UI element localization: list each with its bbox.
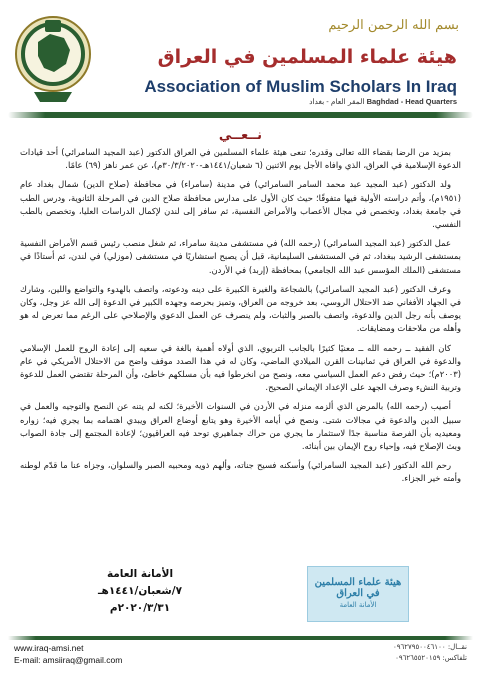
document-title: نــعــي <box>218 128 263 143</box>
organization-name-arabic: هيئة علماء المسلمين في العراق <box>157 46 457 68</box>
signature-block <box>70 566 210 617</box>
body-paragraph: كان الفقيد ــ رحمه الله ــ معنيًا كثيرًا بالجانب التربوي، الذي أولاه أهمية بالغة في سعيه إلى إعادة الروح للعمل الإسلامي والدعوة في العراق في ثمانينات القرن الميلادي الماضي، وكان له في هذا الصدد موقف واضح من الاحتلال الأمريكي في عام (٢٠٠٣م)؛ حيث رفض دعم العمل السياسي معه، ونصح من انخرطوا فيه بأن مسلكهم خاطئ، وأن المرحلة تقتضي العمل للدعوة وتربية النشء وصرف الجهد على الإعداد الإيماني الصحيح. <box>20 342 461 393</box>
header-divider <box>8 112 473 118</box>
footer-divider <box>8 636 473 640</box>
body-paragraph: عمل الدكتور (عبد المجيد السامرائي) (رحمه الله) في مستشفى مدينة سامراء، ثم شغل منصب رئيس قسم الأمراض النفسية بمستشفى الرشيد ببغداد، ثم في المستشفى السليمانية، قبل أن يصبح استشاريًا في مستشفى (موزلي) في لندن، ثم أستاذًا في مستشفى (الملك المؤسس عبد الله الجامعي) بمحافظة (إربد) في الأردن. <box>20 238 461 275</box>
organization-name-english: Association of Muslim Scholars In Iraq <box>144 77 457 96</box>
signature-hijri-date: ٧/شعبان/١٤٤١هـ <box>97 585 183 597</box>
basmala-calligraphy: بسم الله الرحمن الرحيم <box>328 18 459 33</box>
headquarters-line <box>157 97 457 106</box>
body-paragraph: بمزيد من الرضا بقضاء الله تعالى وقدره؛ تنعى هيئة علماء المسلمين في العراق الدكتور (عبد المجيد السامرائي) أحد قيادات الدعوة الإسلامية في العراق، الذي وافاه الأجل يوم الاثنين (٦ شعبان/١٤٤١هـ-٣٠/٣/٢٠٢٠م)، عن عمر ناهز (٦٩) عامًا. <box>20 147 461 171</box>
body-paragraph: أصيب (رحمه الله) بالمرض الذي ألزمه منزله في الأردن في السنوات الأخيرة؛ لكنه لم يتنه عن النصح والتوجيه والعمل في سبيل الدين والدعوة في مجالات شتى. ونصح في أيامه الأخيرة وهو يتابع أوضاع العراق ويبدي اهتمامه بما يجري فيه؛ زواره ومعيديه بأن الفرصة مناسبة جدًا لاستثمار ما يجري من حراك جماهيري توحد فيه العراقيون؛ لإعادة المجتمع إلى جادة الصواب وبث الإصلاح فيه، وإحياء روح الإيمان بين أبنائه. <box>20 401 461 452</box>
body-paragraph: ولد الدكتور (عبد المجيد عبد محمد السامر السامرائي) في مدينة (سامراء) في محافظة (صلاح الدين) شمال بغداد عام (١٩٥١م)، وأتم دراسته الأولية فيها متفوقًا؛ حيث كان الأول على مدارس محافظة صلاح الدين في المرحلة الثانوية، ودرس الطب في جامعة بغداد، وتخصص في مجال الأعصاب والأمراض النفسية، ثم سافر إلى لندن لإكمال الدراسات العليا، وتخصص بالطب النفسي. <box>20 179 461 230</box>
website-link[interactable]: www.iraq-amsi.net <box>14 643 84 653</box>
headquarters-english: Baghdad - Head Quarters <box>366 97 457 106</box>
signature-gregorian-date: ٢٠٢٠/٣/٣١م <box>109 602 171 614</box>
stamp-organization-name: هيئة علماء المسلمين في العراق <box>314 577 402 599</box>
signature-issuer: الأمانة العامة <box>106 568 174 580</box>
telefax-number: تلفاكس: ٠٩٦٢٦٥٥٢٠١٥٩ <box>395 653 467 662</box>
letterhead <box>0 0 481 125</box>
footer-contact-phone <box>267 642 467 663</box>
footer-contact-web <box>14 642 214 666</box>
stamp-subtitle: الأمانة العامة <box>339 601 377 609</box>
organization-logo <box>14 12 92 108</box>
email-link[interactable]: E-mail: amsiiraq@gmail.com <box>14 655 123 665</box>
official-stamp <box>307 566 409 622</box>
body-paragraph: وعرف الدكتور (عبد المجيد السامرائي) بالشجاعة والغيرة الكبيرة على دينه ودعوته، واتصف بالهدوء والتواضع واللين، وشارك في الجهاد الأفغاني ضد الاحتلال الروسي، بعد خروجه من العراق، وتميز بحرصه وجهده الكبير في الدعوة إلى الله عز وجل، وكان يوصف بأنه رجل الدين والدعوة، واتصف بالصبر والثبات، ولم ينصرف عن العمل الدعوي والإصلاحي على الرغم مما تعرض له هو وأهله من ملاحقات ومضايقات. <box>20 283 461 334</box>
mobile-number: نقــال: ٠٩٦٢٧٩٥٠٠٤٦١٠٠ <box>392 643 467 651</box>
body-paragraph: رحم الله الدكتور (عبد المجيد السامرائي) وأسكنه فسيح جناته، وألهم ذويه ومحبيه الصبر والسلوان، وجزاه عنا ما قدّم لوطنه وأمته خير الجزاء. <box>20 460 461 484</box>
headquarters-arabic: المقر العام - بغداد <box>309 97 365 106</box>
document-body <box>20 146 461 492</box>
